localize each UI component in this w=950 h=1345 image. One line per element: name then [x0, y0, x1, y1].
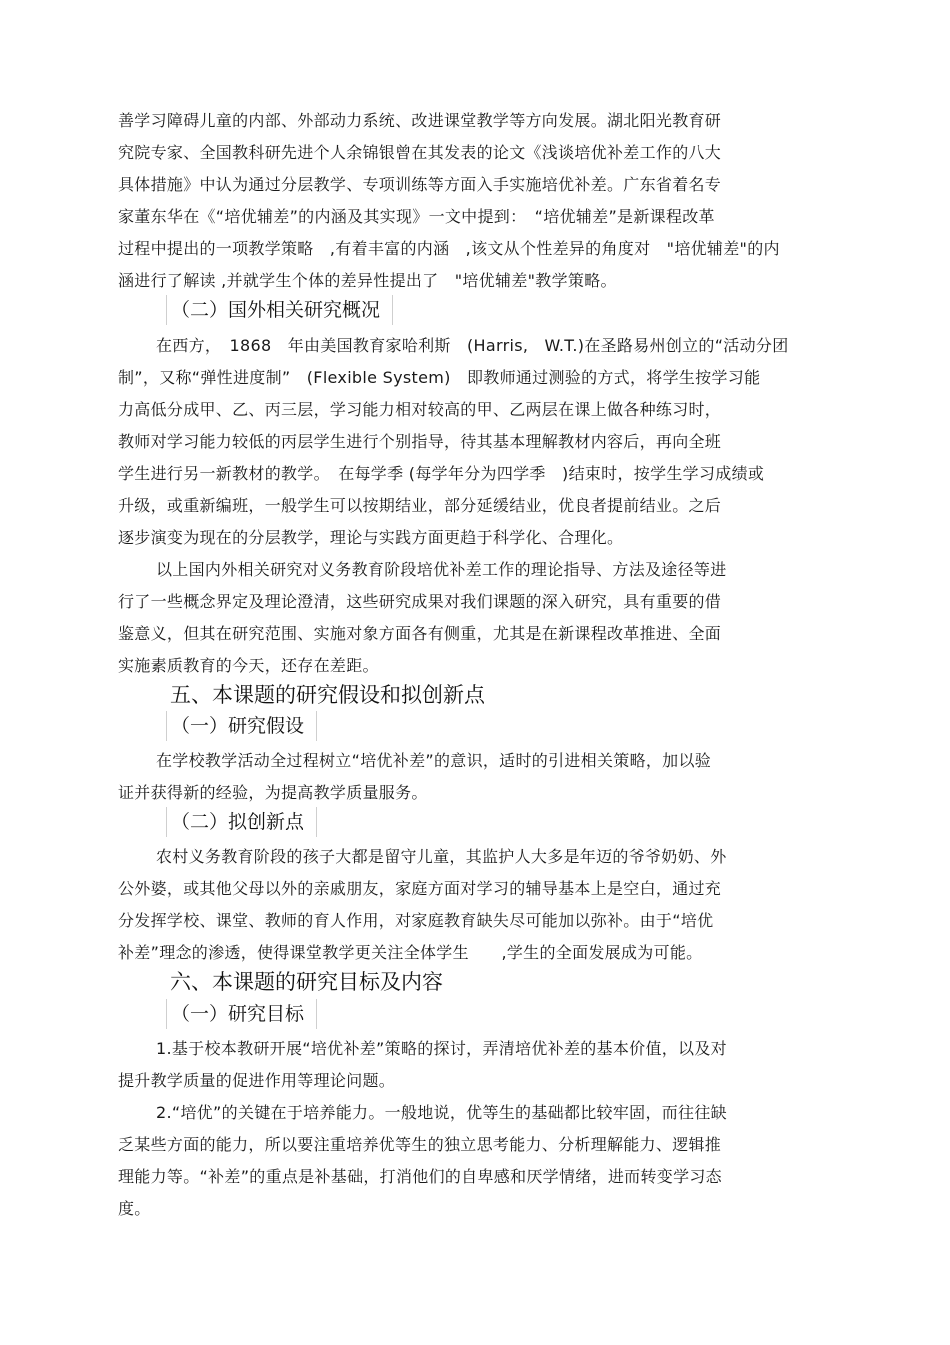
paragraph-line: 究院专家、全国教科研先进个人余锦银曾在其发表的论文《浅谈培优补差工作的八大 — [118, 143, 722, 162]
paragraph-line: 证并获得新的经验，为提高教学质量服务。 — [118, 783, 428, 802]
paragraph-line: 分发挥学校、课堂、教师的育人作用，对家庭教育缺失尽可能加以弥补。由于“培优 — [118, 911, 714, 930]
paragraph-line: 在学校教学活动全过程树立“培优补差”的意识，适时的引进相关策略，加以验 — [156, 751, 712, 770]
subsection-heading-hypothesis: （一）研究假设 — [166, 711, 317, 741]
paragraph-line: 升级，或重新编班，一般学生可以按期结业，部分延缓结业，优良者提前结业。之后 — [118, 496, 722, 515]
paragraph-line: 1.基于校本教研开展“培优补差”策略的探讨，弄清培优补差的基本价值，以及对 — [156, 1039, 727, 1058]
paragraph-line: 学生进行另一新教材的教学。 在每学季 (每学年分为四学季 )结束时，按学生学习成绩或 — [118, 464, 765, 483]
paragraph-line: 制”，又称“弹性进度制” (Flexible System) 即教师通过测验的方式，将学生按学习能 — [118, 368, 761, 387]
paragraph-line: 农村义务教育阶段的孩子大都是留守儿童，其监护人大多是年迈的爷爷奶奶、外 — [156, 847, 727, 866]
subsection-heading-goals: （一）研究目标 — [166, 999, 317, 1029]
paragraph-line: 度。 — [118, 1199, 151, 1218]
paragraph-line: 实施素质教育的今天，还存在差距。 — [118, 656, 379, 675]
section-heading-6: 六、本课题的研究目标及内容 — [170, 970, 443, 994]
paragraph-line: 逐步演变为现在的分层教学，理论与实践方面更趋于科学化、合理化。 — [118, 528, 624, 547]
paragraph-line: 涵进行了解读 ,并就学生个体的差异性提出了 "培优辅差"教学策略。 — [118, 271, 617, 290]
paragraph-line: 家董东华在《“培优辅差”的内涵及其实现》一文中提到： “培优辅差”是新课程改革 — [118, 207, 715, 226]
paragraph-line: 善学习障碍儿童的内部、外部动力系统、改进课堂教学等方向发展。湖北阳光教育研 — [118, 111, 722, 130]
paragraph-line: 在西方， 1868 年由美国教育家哈利斯 (Harris, W.T.)在圣路易州创立的“活动分团 — [156, 336, 789, 355]
paragraph-line: 提升教学质量的促进作用等理论问题。 — [118, 1071, 396, 1090]
paragraph-line: 补差”理念的渗透，使得课堂教学更关注全体学生 ,学生的全面发展成为可能。 — [118, 943, 703, 962]
paragraph-line: 具体措施》中认为通过分层教学、专项训练等方面入手实施培优补差。广东省着名专 — [118, 175, 722, 194]
subsection-heading-foreign-research: （二）国外相关研究概况 — [166, 295, 393, 325]
paragraph-line: 理能力等。“补差”的重点是补基础，打消他们的自卑感和厌学情绪，进而转变学习态 — [118, 1167, 722, 1186]
subsection-heading-innovation: （二）拟创新点 — [166, 807, 317, 837]
paragraph-line: 教师对学习能力较低的丙层学生进行个别指导，待其基本理解教材内容后，再向全班 — [118, 432, 722, 451]
paragraph-line: 过程中提出的一项教学策略 ,有着丰富的内涵 ,该文从个性差异的角度对 "培优辅差"的内 — [118, 239, 780, 258]
paragraph-line: 公外婆，或其他父母以外的亲戚朋友，家庭方面对学习的辅导基本上是空白，通过充 — [118, 879, 722, 898]
section-heading-5: 五、本课题的研究假设和拟创新点 — [170, 683, 485, 707]
paragraph-line: 力高低分成甲、乙、丙三层，学习能力相对较高的甲、乙两层在课上做各种练习时， — [118, 400, 722, 419]
paragraph-line: 乏某些方面的能力，所以要注重培养优等生的独立思考能力、分析理解能力、逻辑推 — [118, 1135, 722, 1154]
paragraph-line: 2.“培优”的关键在于培养能力。一般地说，优等生的基础都比较牢固，而往往缺 — [156, 1103, 727, 1122]
paragraph-line: 行了一些概念界定及理论澄清，这些研究成果对我们课题的深入研究，具有重要的借 — [118, 592, 722, 611]
paragraph-line: 鉴意义，但其在研究范围、实施对象方面各有侧重，尤其是在新课程改革推进、全面 — [118, 624, 722, 643]
paragraph-line: 以上国内外相关研究对义务教育阶段培优补差工作的理论指导、方法及途径等进 — [156, 560, 727, 579]
